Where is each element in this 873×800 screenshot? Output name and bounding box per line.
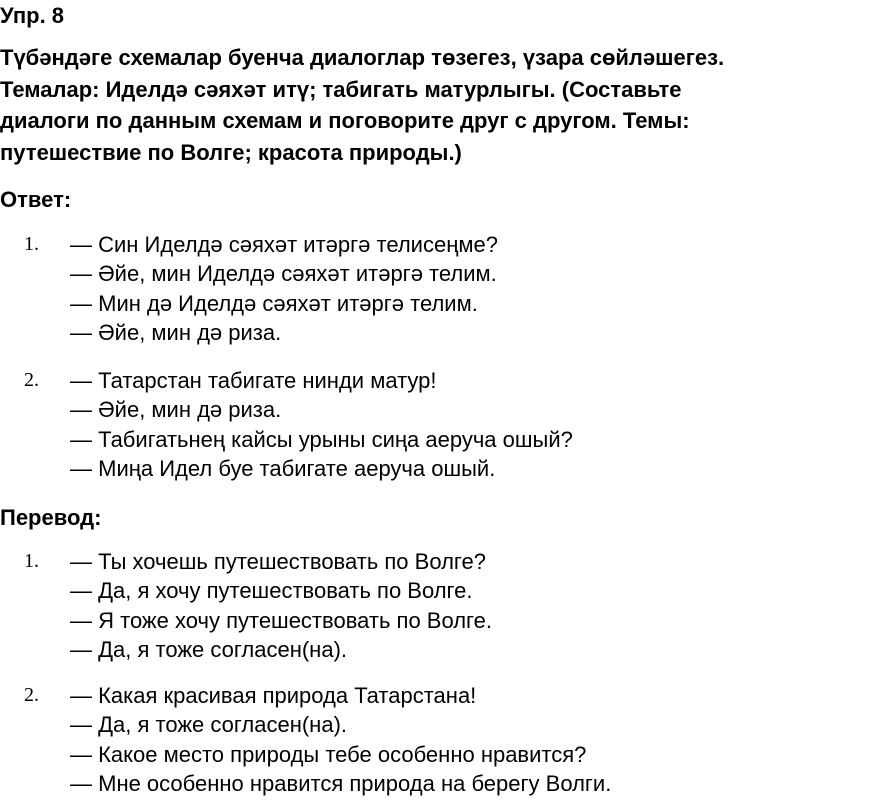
dialogue-line: — Табигатьнең кайсы урыны сиңа аеруча ошый? xyxy=(70,426,573,452)
dialogue-number: 1. xyxy=(24,233,39,255)
dialogue-number: 2. xyxy=(24,684,39,706)
dialogue-line: — Син Иделдә сәяхәт итәргә телисеңме? xyxy=(70,232,498,257)
dialogue-line: — Мин дә Иделдә сәяхәт итәргә телим. xyxy=(70,290,478,316)
dialogue-line: — Да, я тоже согласен(на). xyxy=(70,712,348,738)
dialogue-line: — Я тоже хочу путешествовать по Волге. xyxy=(70,607,492,633)
dialogue-number: 1. xyxy=(24,550,39,572)
dialogue-line: — Татарстан табигате нинди матур! xyxy=(70,368,437,393)
dialogue-line: — Әйе, мин дә риза. xyxy=(70,319,282,345)
task-line: Темалар: Иделдә сәяхәт итү; табигать матурлыгы. (Составьте xyxy=(0,76,682,102)
dialogue-line: — Әйе, мин Иделдә сәяхәт итәргә телим. xyxy=(70,261,497,287)
task-line: путешествие по Волге; красота природы.) xyxy=(0,139,462,165)
exercise-title: Упр. 8 xyxy=(0,3,65,28)
dialogue-line: — Әйе, мин дә риза. xyxy=(70,397,282,423)
translation-heading: Перевод: xyxy=(0,505,102,530)
task-line: Түбәндәге схемалар буенча диалоглар төзегез, үзара сөйләшегез. xyxy=(0,45,725,70)
dialogue-line: — Ты хочешь путешествовать по Волге? xyxy=(70,549,486,574)
dialogue-line: — Да, я хочу путешествовать по Волге. xyxy=(70,578,473,604)
dialogue-line: — Мне особенно нравится природа на берегу Волги. xyxy=(70,770,612,796)
dialogue-line: — Какая красивая природа Татарстана! xyxy=(70,683,477,708)
dialogue-number: 2. xyxy=(24,369,39,391)
dialogue-line: — Да, я тоже согласен(на). xyxy=(70,636,348,662)
dialogue-line: — Миңа Идел буе табигате аеруча ошый. xyxy=(70,455,496,481)
answer-heading: Ответ: xyxy=(0,187,72,212)
dialogue-line: — Какое место природы тебе особенно нравится? xyxy=(70,741,587,767)
task-line: диалоги по данным схемам и поговорите друг с другом. Темы: xyxy=(0,108,690,133)
task-instructions xyxy=(0,42,724,168)
